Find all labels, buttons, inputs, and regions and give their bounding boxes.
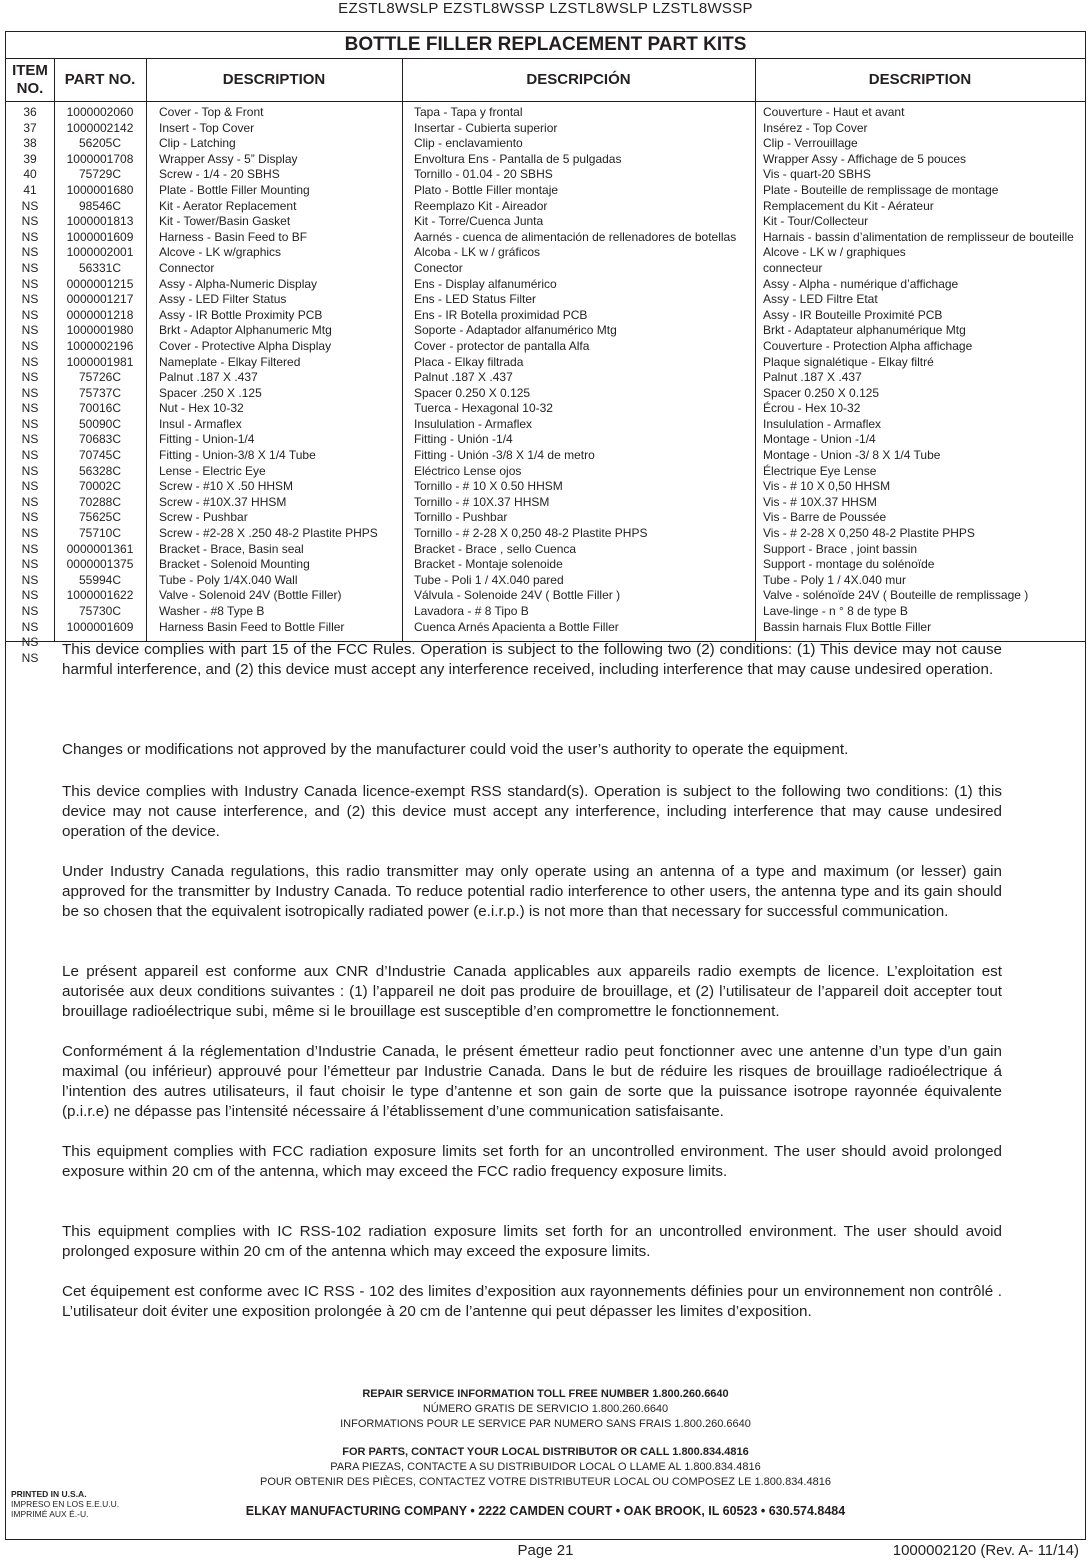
description-es-cell: Eléctrico Lense ojos: [414, 463, 522, 478]
description-en-cell: Clip - Latching: [159, 136, 236, 151]
part-number-cell: 56328C: [78, 463, 122, 478]
description-es-cell: Tapa - Tapa y frontal: [414, 105, 523, 119]
description-en-cell: Connector: [159, 260, 215, 275]
item-number-cell: NS: [21, 650, 39, 665]
parts-fr: POUR OBTENIR DES PIÈCES, CONTACTEZ VOTRE DISTRIBUTEUR LOCAL OU COMPOSEZ LE 1.800.834.4816: [260, 1476, 831, 1488]
description-fr-cell: Assy - IR Bouteille Proximité PCB: [763, 307, 943, 322]
part-number-cell: 70683C: [78, 432, 122, 447]
part-number-cell: 70016C: [78, 401, 122, 416]
item-number-cell: NS: [21, 338, 39, 353]
part-number-cell: 1000001813: [66, 214, 134, 229]
part-number-cell: 75726C: [78, 370, 122, 385]
description-en-cell: Screw - #10 X .50 HHSM: [159, 479, 294, 494]
item-number-cell: NS: [21, 292, 39, 307]
description-fr-cell: connecteur: [763, 260, 823, 275]
model-numbers: EZSTL8WSLP EZSTL8WSSP LZSTL8WSLP LZSTL8WSSP: [338, 0, 753, 17]
part-number-cell: 75625C: [78, 510, 122, 525]
compliance-paragraph: Cet équipement est conforme avec IC RSS - 102 des limites d’exposition aux rayonnements définies pour un environnement non contrôlé . L’utilisateur doit éviter une exposition prolongée à 20 cm de l’antenne qui peut dépasser les limites d’exposition.: [62, 1283, 1002, 1320]
description-es-cell: Insertar - Cubierta superior: [414, 120, 558, 135]
description-es-cell: Cover - protector de pantalla Alfa: [414, 338, 590, 353]
item-number-cell: NS: [21, 214, 39, 229]
description-es-cell: Soporte - Adaptador alfanumérico Mtg: [414, 323, 617, 338]
item-number-cell: NS: [21, 276, 39, 291]
description-es-cell: Tornillo - # 10 X 0.50 HHSM: [414, 479, 563, 494]
description-en-cell: Bracket - Brace, Basin seal: [159, 541, 304, 556]
description-fr-cell: Vis - # 10 X 0,50 HHSM: [763, 479, 891, 494]
item-number-cell: NS: [21, 385, 39, 400]
description-es-cell: Conector: [414, 260, 463, 275]
description-fr-cell: Insululation - Armaflex: [763, 416, 882, 431]
compliance-paragraph: Conformément á la réglementation d’Industrie Canada, le présent émetteur radio peut fonctionner avec une antenne d’un type d’un gain maximal (ou inférieur) approuvé pour l’émetteur par Industrie Canada. Dans le but de réduire les risques de brouillage radioélectrique á l’intention des autres utilisateurs, il faut choisir le type d’antenne et son gain de sorte que la puissance isotrope rayonnée équivalente (p.i.r.e) ne dépasse pas l’intensité nécessaire á l’établissement d’une communication satisfaisante.: [62, 1043, 1002, 1120]
column-divider: [146, 58, 147, 641]
parts-info: [6, 1445, 1085, 1490]
compliance-paragraph: Changes or modifications not approved by the manufacturer could void the user’s authority to operate the equipment.: [62, 741, 849, 758]
item-number-cell: NS: [21, 526, 39, 541]
description-fr-cell: Alcove - LK w / graphiques: [763, 245, 906, 260]
item-number-column: [6, 105, 54, 666]
item-number-cell: NS: [21, 370, 39, 385]
parts-es: PARA PIEZAS, CONTACTE A SU DISTRIBUIDOR LOCAL O LLAME AL 1.800.834.4816: [330, 1461, 761, 1473]
description-en-cell: Alcove - LK w/graphics: [159, 245, 282, 260]
part-number-cell: 0000001218: [66, 307, 134, 322]
description-en-cell: Harness - Basin Feed to BF: [159, 229, 308, 244]
description-en-cell: Screw - #2-28 X .250 48-2 Plastite PHPS: [159, 526, 378, 541]
description-fr-cell: Valve - solénoïde 24V ( Bouteille de remplissage ): [763, 588, 1029, 603]
description-es-column: [414, 105, 754, 635]
item-number-cell: NS: [21, 229, 39, 244]
description-es-cell: Tuerca - Hexagonal 10-32: [414, 401, 553, 416]
description-es-cell: Plato - Bottle Filler montaje: [414, 182, 559, 197]
description-es-cell: Válvula - Solenoide 24V ( Bottle Filler ): [414, 588, 621, 603]
col-header-item: ITEM NO.: [12, 62, 48, 97]
printed-fr: IMPRIMÉ AUX É.-U.: [11, 1509, 89, 1519]
compliance-paragraph: This equipment complies with FCC radiation exposure limits set forth for an uncontrolled environment. The user should avoid prolonged exposure within 20 cm of the antenna, which may exceed the FCC radio frequency exposure limits.: [62, 1143, 1002, 1180]
part-number-cell: 1000001981: [66, 354, 134, 369]
printed-es: IMPRESO EN LOS E.E.U.U.: [11, 1499, 120, 1509]
description-es-cell: Tube - Poli 1 / 4X.040 pared: [414, 572, 564, 587]
col-header-desc-en: DESCRIPTION: [222, 71, 326, 88]
part-number-cell: 1000002196: [66, 338, 134, 353]
description-en-cell: Assy - Alpha-Numeric Display: [159, 276, 318, 291]
part-number-cell: 0000001375: [66, 557, 134, 572]
parts-en: FOR PARTS, CONTACT YOUR LOCAL DISTRIBUTOR OR CALL 1.800.834.4816: [342, 1446, 749, 1458]
column-divider: [402, 58, 403, 641]
item-number-cell: NS: [21, 198, 39, 213]
description-en-column: [159, 105, 399, 635]
description-en-cell: Valve - Solenoid 24V (Bottle Filler): [159, 588, 342, 603]
description-en-cell: Lense - Electric Eye: [159, 463, 266, 478]
item-number-cell: NS: [21, 479, 39, 494]
repair-en: REPAIR SERVICE INFORMATION TOLL FREE NUMBER 1.800.260.6640: [362, 1388, 729, 1400]
part-number-cell: 0000001217: [66, 292, 134, 307]
compliance-paragraph: This device complies with Industry Canada licence-exempt RSS standard(s). Operation is subject to the following two conditions: (1) this device may not cause interference, and (2) this device must accept any interference, including interference that may cause undesired operation of the device.: [62, 783, 1002, 840]
col-header-desc-fr: DESCRIPTION: [868, 71, 972, 88]
description-en-cell: Plate - Bottle Filler Mounting: [159, 182, 310, 197]
description-fr-cell: Lave-linge - n ° 8 de type B: [763, 604, 908, 618]
description-es-cell: Cuenca Arnés Apacienta a Bottle Filler: [414, 619, 619, 634]
description-fr-cell: Couverture - Protection Alpha affichage: [763, 338, 973, 353]
part-number-column: [54, 105, 146, 635]
description-fr-cell: Tube - Poly 1 / 4X.040 mur: [763, 572, 906, 587]
table-header-row: [6, 58, 1085, 102]
description-fr-cell: Plaque signalétique - Elkay filtré: [763, 354, 934, 369]
page-number: Page 21: [517, 1542, 574, 1559]
description-es-cell: Bracket - Brace , sello Cuenca: [414, 541, 577, 556]
description-en-cell: Screw - Pushbar: [159, 510, 248, 525]
part-number-cell: 56331C: [78, 260, 122, 275]
printed-en: PRINTED IN U.S.A.: [11, 1489, 87, 1499]
item-number-cell: NS: [21, 354, 39, 369]
item-number-cell: NS: [21, 260, 39, 275]
description-en-cell: Brkt - Adaptor Alphanumeric Mtg: [159, 323, 332, 338]
item-number-cell: NS: [21, 432, 39, 447]
part-number-cell: 1000002001: [66, 245, 134, 260]
part-number-cell: 75730C: [78, 604, 122, 618]
repair-fr: INFORMATIONS POUR LE SERVICE PAR NUMERO SANS FRAIS 1.800.260.6640: [340, 1418, 751, 1430]
description-fr-cell: Kit - Tour/Collecteur: [763, 214, 869, 229]
description-es-cell: Alcoba - LK w / gráficos: [414, 245, 541, 260]
repair-info: [6, 1387, 1085, 1432]
description-fr-cell: Bassin harnais Flux Bottle Filler: [763, 619, 932, 634]
description-en-cell: Harness Basin Feed to Bottle Filler: [159, 619, 345, 634]
part-number-cell: 1000001980: [66, 323, 134, 338]
description-en-cell: Screw - #10X.37 HHSM: [159, 494, 287, 509]
item-number-cell: NS: [21, 245, 39, 260]
description-fr-cell: Vis - quart-20 SBHS: [763, 167, 871, 182]
col-header-desc-es: DESCRIPCIÓN: [526, 71, 631, 88]
description-fr-column: [763, 105, 1085, 635]
item-number-cell: NS: [21, 588, 39, 603]
item-number-cell: NS: [21, 635, 39, 650]
description-es-cell: Insululation - Armaflex: [414, 416, 533, 431]
description-es-cell: Ens - Display alfanumérico: [414, 276, 557, 291]
description-es-cell: Kit - Torre/Cuenca Junta: [414, 214, 544, 229]
description-fr-cell: Wrapper Assy - Affichage de 5 pouces: [763, 151, 967, 166]
description-es-cell: Aarnés - cuenca de alimentación de rellenadores de botellas: [414, 229, 737, 244]
item-number-cell: NS: [21, 541, 39, 556]
part-number-cell: 1000001680: [66, 182, 134, 197]
description-en-cell: Kit - Tower/Basin Gasket: [159, 214, 291, 229]
description-en-cell: Nut - Hex 10-32: [159, 401, 244, 416]
parts-frame: [5, 31, 1086, 1540]
description-es-cell: Lavadora - # 8 Tipo B: [414, 604, 529, 618]
description-es-cell: Bracket - Montaje solenoide: [414, 557, 563, 572]
document-number: 1000002120 (Rev. A- 11/14): [892, 1542, 1079, 1559]
description-fr-cell: Écrou - Hex 10-32: [763, 401, 861, 416]
col-header-part: PART NO.: [64, 71, 136, 88]
description-es-cell: Tornillo - 01.04 - 20 SBHS: [414, 167, 553, 182]
description-fr-cell: Vis - Barre de Poussée: [763, 510, 887, 525]
part-number-cell: 1000001622: [66, 588, 134, 603]
item-number-cell: 36: [23, 105, 37, 119]
description-en-cell: Wrapper Assy - 5” Display: [159, 151, 298, 166]
description-fr-cell: Remplacement du Kit - Aérateur: [763, 198, 934, 213]
item-number-cell: NS: [21, 307, 39, 322]
description-en-cell: Assy - LED Filter Status: [159, 292, 287, 307]
item-number-cell: NS: [21, 416, 39, 431]
description-en-cell: Screw - 1/4 - 20 SBHS: [159, 167, 280, 182]
description-es-cell: Tornillo - # 2-28 X 0,250 48-2 Plastite PHPS: [414, 526, 648, 541]
description-fr-cell: Spacer 0.250 X 0.125: [763, 385, 880, 400]
description-es-cell: Envoltura Ens - Pantalla de 5 pulgadas: [414, 151, 622, 166]
compliance-paragraph: This device complies with part 15 of the FCC Rules. Operation is subject to the following two (2) conditions: (1) This device may not cause harmful interference, and (2) this device must accept any interference received, including interference that may cause undesired operation.: [62, 641, 1002, 678]
description-en-cell: Spacer .250 X .125: [159, 385, 262, 400]
description-en-cell: Insert - Top Cover: [159, 120, 255, 135]
description-fr-cell: Couverture - Haut et avant: [763, 105, 905, 119]
part-number-cell: 56205C: [78, 136, 122, 151]
description-fr-cell: Support - montage du solénoïde: [763, 557, 935, 572]
part-number-cell: 1000001609: [66, 229, 134, 244]
description-fr-cell: Assy - LED Filtre Etat: [763, 292, 878, 307]
description-en-cell: Fitting - Union-1/4: [159, 432, 255, 447]
description-fr-cell: Harnais - bassin d’alimentation de remplisseur de bouteille: [763, 229, 1074, 244]
part-number-cell: 1000001609: [66, 619, 134, 634]
description-fr-cell: Montage - Union -1/4: [763, 432, 876, 447]
compliance-paragraph: Under Industry Canada regulations, this radio transmitter may only operate using an antenna of a type and maximum (or lesser) gain approved for the transmitter by Industry Canada. To reduce potential radio interference to other users, the antenna type and its gain should be so chosen that the equivalent isotropically radiated power (e.i.r.p.) is not more than that necessary for successful communication.: [62, 863, 1002, 920]
description-fr-cell: Vis - # 2-28 X 0,250 48-2 Plastite PHPS: [763, 526, 975, 541]
description-es-cell: Ens - IR Botella proximidad PCB: [414, 307, 588, 322]
part-number-cell: 75710C: [78, 526, 122, 541]
description-fr-cell: Clip - Verrouillage: [763, 136, 858, 151]
item-number-cell: NS: [21, 448, 39, 463]
part-number-cell: 1000002060: [66, 105, 134, 119]
item-number-cell: NS: [21, 557, 39, 572]
item-number-cell: NS: [21, 323, 39, 338]
description-es-cell: Spacer 0.250 X 0.125: [414, 385, 531, 400]
kits-title: BOTTLE FILLER REPLACEMENT PART KITS: [344, 34, 747, 55]
description-fr-cell: Insérez - Top Cover: [763, 120, 868, 135]
part-number-cell: 1000001708: [66, 151, 134, 166]
description-fr-cell: Vis - # 10X.37 HHSM: [763, 494, 877, 509]
description-en-cell: Washer - #8 Type B: [159, 604, 265, 618]
description-en-cell: Nameplate - Elkay Filtered: [159, 354, 301, 369]
description-en-cell: Insul - Armaflex: [159, 416, 242, 431]
part-number-cell: 0000001361: [66, 541, 134, 556]
description-es-cell: Palnut .187 X .437: [414, 370, 513, 385]
description-fr-cell: Support - Brace , joint bassin: [763, 541, 918, 556]
item-number-cell: NS: [21, 619, 39, 634]
part-number-cell: 70745C: [78, 448, 122, 463]
description-en-cell: Bracket - Solenoid Mounting: [159, 557, 310, 572]
item-number-cell: 38: [23, 136, 37, 151]
item-number-cell: NS: [21, 604, 39, 618]
description-es-cell: Clip - enclavamiento: [414, 136, 523, 151]
description-en-cell: Palnut .187 X .437: [159, 370, 258, 385]
item-number-cell: NS: [21, 463, 39, 478]
part-number-cell: 98546C: [78, 198, 122, 213]
description-en-cell: Kit - Aerator Replacement: [159, 198, 297, 213]
item-number-cell: NS: [21, 572, 39, 587]
part-number-cell: 1000002142: [66, 120, 134, 135]
description-en-cell: Assy - IR Bottle Proximity PCB: [159, 307, 323, 322]
company-address: ELKAY MANUFACTURING COMPANY • 2222 CAMDEN COURT • OAK BROOK, IL 60523 • 630.574.8484: [245, 1504, 846, 1518]
description-fr-cell: Assy - Alpha - numérique d’affichage: [763, 276, 959, 291]
description-fr-cell: Électrique Eye Lense: [763, 463, 877, 478]
item-number-cell: NS: [21, 401, 39, 416]
item-number-cell: 39: [23, 151, 37, 166]
description-en-cell: Tube - Poly 1/4X.040 Wall: [159, 572, 298, 587]
description-es-cell: Fitting - Unión -1/4: [414, 432, 513, 447]
description-es-cell: Tornillo - # 10X.37 HHSM: [414, 494, 550, 509]
compliance-paragraph: Le présent appareil est conforme aux CNR d’Industrie Canada applicables aux appareils radio exempts de licence. L’exploitation est autorisée aux deux conditions suivantes : (1) l’appareil ne doit pas produire de brouillage, et (2) l’utilisateur de l’appareil doit accepter tout brouillage radioélectrique subi, même si le brouillage est susceptible d’en compromettre le fonctionnement.: [62, 963, 1002, 1020]
description-es-cell: Placa - Elkay filtrada: [414, 354, 524, 369]
description-es-cell: Ens - LED Status Filter: [414, 292, 537, 307]
description-fr-cell: Montage - Union -3/ 8 X 1/4 Tube: [763, 448, 941, 463]
repair-es: NÚMERO GRATIS DE SERVICIO 1.800.260.6640: [422, 1403, 669, 1415]
description-es-cell: Fitting - Unión -3/8 X 1/4 de metro: [414, 448, 595, 463]
item-number-cell: NS: [21, 510, 39, 525]
part-number-cell: 0000001215: [66, 276, 134, 291]
description-fr-cell: Palnut .187 X .437: [763, 370, 862, 385]
description-fr-cell: Brkt - Adaptateur alphanumérique Mtg: [763, 323, 966, 338]
description-en-cell: Cover - Protective Alpha Display: [159, 338, 332, 353]
part-number-cell: 70002C: [78, 479, 122, 494]
part-number-cell: 75737C: [78, 385, 122, 400]
description-es-cell: Reemplazo Kit - Aireador: [414, 198, 548, 213]
description-en-cell: Fitting - Union-3/8 X 1/4 Tube: [159, 448, 316, 463]
description-fr-cell: Plate - Bouteille de remplissage de montage: [763, 182, 999, 197]
part-number-cell: 70288C: [78, 494, 122, 509]
item-number-cell: 40: [23, 167, 37, 182]
item-number-cell: 37: [23, 120, 37, 135]
part-number-cell: 75729C: [78, 167, 122, 182]
part-number-cell: 55994C: [78, 572, 122, 587]
column-divider: [755, 58, 756, 641]
description-es-cell: Tornillo - Pushbar: [414, 510, 508, 525]
item-number-cell: 41: [23, 182, 37, 197]
part-number-cell: 50090C: [78, 416, 122, 431]
compliance-paragraph: This equipment complies with IC RSS-102 radiation exposure limits set forth for an uncontrolled environment. The user should avoid prolonged exposure within 20 cm of the antenna which may exceed the exposure limits.: [62, 1223, 1002, 1260]
item-number-cell: NS: [21, 494, 39, 509]
description-en-cell: Cover - Top & Front: [159, 105, 264, 119]
